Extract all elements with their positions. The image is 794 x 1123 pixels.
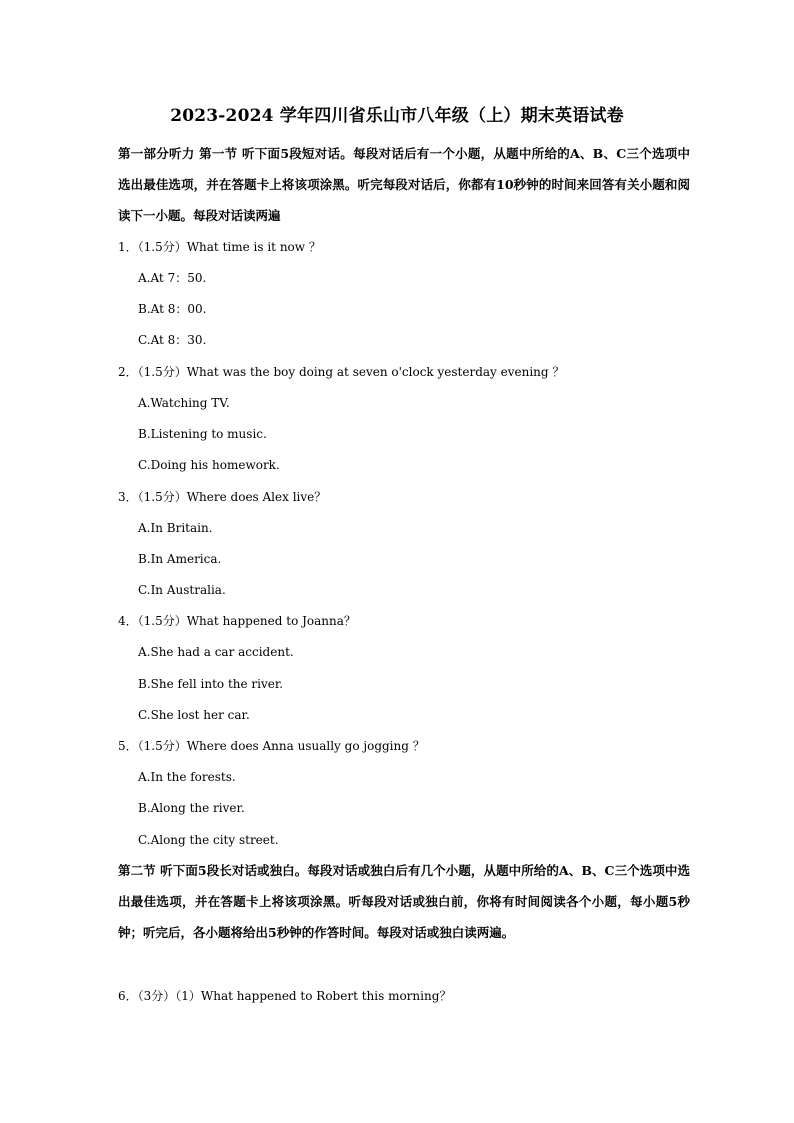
question-2-option-b: B.Listening to music. xyxy=(138,427,267,441)
question-4: 4．（1.5分）What happened to Joanna？ xyxy=(118,614,356,628)
question-1: 1．（1.5分）What time is it now ？ xyxy=(118,240,321,254)
question-4-option-b: B.She fell into the river. xyxy=(138,677,284,691)
question-5: 5．（1.5分）Where does Anna usually go jogging ？ xyxy=(118,739,425,753)
question-2-option-c: C.Doing his homework. xyxy=(138,458,280,472)
question-2: 2．（1.5分）What was the boy doing at seven o'clock yesterday evening ？ xyxy=(118,365,565,379)
question-2-option-a: A.Watching TV. xyxy=(138,396,230,410)
question-3-option-c: C.In Australia. xyxy=(138,583,226,597)
part2-instructions: 第二节 听下面5段长对话或独白。每段对话或独白后有几个小题，从题中所给的A、B、C三个选项中选出最佳选项，并在答题卡上将该项涂黑。听每段对话或独白前，你将有时间阅读各个小题，每小题5秒钟；听完后，各小题将给出5秒钟的作答时间。每段对话或独白读两遍。 xyxy=(118,863,690,941)
question-5-option-a: A.In the forests. xyxy=(138,770,236,784)
question-1-option-b: B.At 8：00. xyxy=(138,302,207,316)
question-5-option-b: B.Along the river. xyxy=(138,801,245,815)
question-3: 3．（1.5分）Where does Alex live？ xyxy=(118,490,327,504)
question-5-option-c: C.Along the city street. xyxy=(138,833,279,847)
question-1-option-a: A.At 7：50. xyxy=(138,271,207,285)
question-3-option-b: B.In America. xyxy=(138,552,222,566)
part1-instructions: 第一部分听力 第一节 听下面5段短对话。每段对话后有一个小题，从题中所给的A、B、C三个选项中选出最佳选项，并在答题卡上将该项涂黑。听完每段对话后，你都有10秒钟的时间来回答有关小题和阅读下一小题。每段对话读两遍 xyxy=(118,146,690,224)
question-4-option-a: A.She had a car accident. xyxy=(138,645,294,659)
question-1-option-c: C.At 8：30. xyxy=(138,333,207,347)
question-3-option-a: A.In Britain. xyxy=(138,521,213,535)
question-6: 6．（3分）（1）What happened to Robert this morning？ xyxy=(118,989,452,1003)
question-4-option-c: C.She lost her car. xyxy=(138,708,250,722)
page-title: 2023-2024 学年四川省乐山市八年级（上）期末英语试卷 xyxy=(170,106,624,126)
